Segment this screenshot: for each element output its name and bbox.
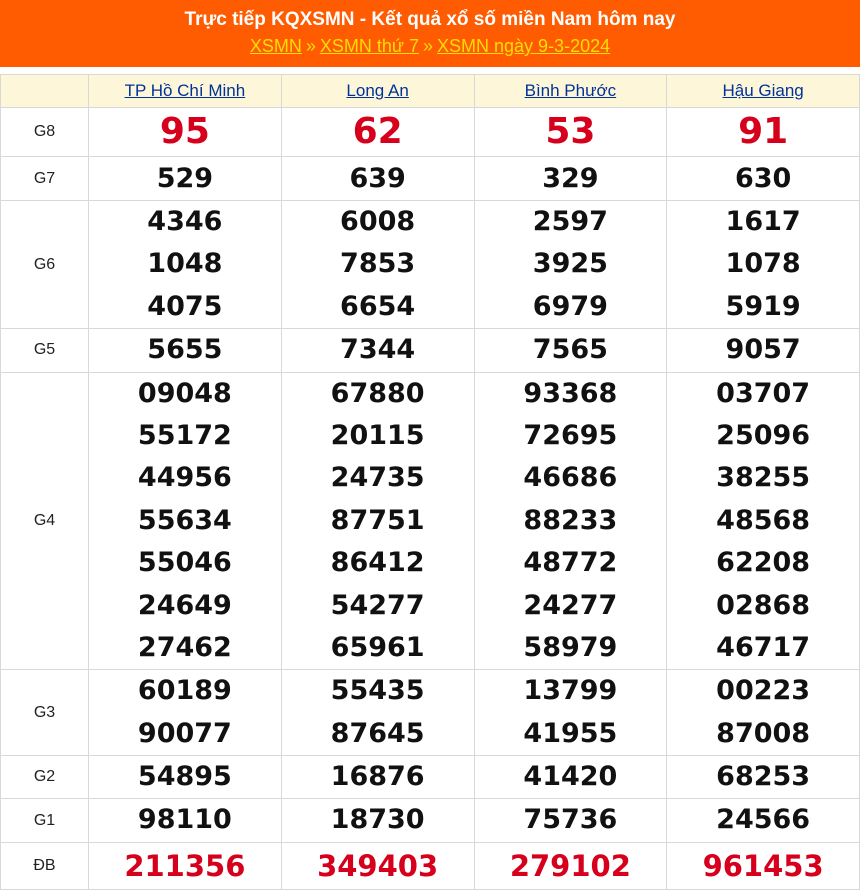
result-cell (89, 108, 282, 157)
winning-number: 88233 (523, 504, 618, 536)
winning-number: 62208 (716, 547, 811, 579)
winning-number: 24277 (523, 589, 618, 621)
winning-number: 349403 (317, 848, 439, 883)
province-header (474, 75, 667, 108)
result-cell (474, 329, 667, 372)
result-cell (667, 201, 860, 329)
winning-number: 6008 (340, 206, 416, 237)
prize-label: G4 (1, 372, 89, 670)
winning-number: 90077 (137, 717, 232, 749)
prize-row (1, 799, 860, 842)
winning-number: 20115 (330, 419, 425, 451)
result-cell (281, 756, 474, 799)
winning-number: 72695 (523, 419, 618, 451)
prize-row (1, 201, 860, 329)
winning-number: 7853 (340, 248, 416, 280)
winning-number: 91 (738, 111, 789, 152)
winning-number: 54277 (330, 589, 425, 621)
winning-number: 68253 (716, 761, 811, 793)
winning-number: 87645 (330, 717, 425, 749)
result-cell (89, 201, 282, 329)
prize-label: ĐB (1, 842, 89, 889)
result-cell (474, 157, 667, 201)
winning-number: 86412 (330, 547, 425, 579)
winning-number: 16876 (330, 761, 425, 793)
winning-number: 48772 (523, 547, 618, 579)
result-cell (281, 799, 474, 842)
winning-number: 67880 (330, 377, 425, 409)
result-cell (474, 799, 667, 842)
winning-number: 00223 (716, 675, 811, 707)
page-title: Trực tiếp KQXSMN - Kết quả xổ số miền Nam hôm nay (184, 9, 676, 30)
prize-label: G7 (1, 157, 89, 201)
result-cell (474, 756, 667, 799)
winning-number: 9057 (725, 334, 801, 366)
winning-number: 98110 (137, 804, 232, 836)
result-cell (667, 670, 860, 756)
prize-row (1, 329, 860, 372)
result-cell (89, 157, 282, 201)
province-link-binh-phuoc[interactable]: Bình Phước (524, 81, 617, 100)
winning-number: 02868 (716, 589, 811, 621)
winning-number: 1617 (725, 206, 801, 237)
winning-number: 55172 (137, 419, 232, 451)
province-link-long-an[interactable]: Long An (346, 81, 409, 100)
winning-number: 24649 (137, 589, 232, 621)
province-header (281, 75, 474, 108)
winning-number: 18730 (330, 804, 425, 836)
winning-number: 630 (734, 163, 792, 194)
winning-number: 65961 (330, 631, 425, 663)
winning-number: 211356 (124, 848, 246, 883)
winning-number: 25096 (716, 419, 811, 451)
result-cell (667, 329, 860, 372)
breadcrumb-separator: » (305, 36, 316, 56)
result-cell (281, 108, 474, 157)
prize-row (1, 670, 860, 756)
result-cell (89, 799, 282, 842)
winning-number: 41955 (523, 717, 618, 749)
winning-number: 24735 (330, 462, 425, 494)
result-cell (474, 842, 667, 889)
winning-number: 279102 (509, 848, 631, 883)
winning-number: 5655 (147, 334, 223, 366)
winning-number: 03707 (716, 377, 811, 409)
result-cell (667, 799, 860, 842)
result-cell (474, 670, 667, 756)
winning-number: 639 (349, 163, 406, 194)
winning-number: 60189 (137, 675, 232, 707)
prize-row (1, 756, 860, 799)
winning-number: 2597 (532, 206, 608, 237)
prize-label: G5 (1, 329, 89, 372)
winning-number: 4075 (147, 290, 223, 322)
province-header-row (1, 75, 860, 108)
winning-number: 1078 (725, 248, 801, 280)
result-cell (667, 372, 860, 670)
prize-row (1, 108, 860, 157)
winning-number: 87008 (716, 717, 811, 749)
winning-number: 75736 (523, 804, 618, 836)
winning-number: 961453 (702, 848, 824, 883)
result-cell (281, 670, 474, 756)
result-cell (474, 372, 667, 670)
winning-number: 93368 (523, 377, 618, 409)
prize-label: G3 (1, 670, 89, 756)
page-header (0, 0, 860, 67)
result-cell (667, 108, 860, 157)
winning-number: 55435 (330, 675, 425, 707)
winning-number: 55046 (137, 547, 232, 579)
winning-number: 55634 (137, 504, 232, 536)
winning-number: 3925 (532, 248, 608, 280)
winning-number: 46686 (523, 462, 618, 494)
result-cell (667, 842, 860, 889)
result-cell (89, 756, 282, 799)
result-cell (474, 201, 667, 329)
winning-number: 41420 (523, 761, 618, 793)
winning-number: 1048 (147, 248, 223, 280)
winning-number: 4346 (147, 206, 223, 237)
winning-number: 62 (352, 111, 403, 152)
winning-number: 7344 (340, 334, 416, 366)
province-link-hau-giang[interactable]: Hậu Giang (722, 81, 804, 100)
result-cell (89, 372, 282, 670)
result-cell (281, 842, 474, 889)
winning-number: 48568 (716, 504, 811, 536)
winning-number: 6979 (532, 290, 608, 322)
prize-label: G2 (1, 756, 89, 799)
winning-number: 5919 (725, 290, 801, 322)
winning-number: 53 (545, 111, 596, 152)
winning-number: 27462 (137, 631, 232, 663)
winning-number: 54895 (137, 761, 232, 793)
result-cell (281, 157, 474, 201)
result-cell (89, 329, 282, 372)
winning-number: 7565 (532, 334, 608, 366)
breadcrumb-link-xsmn[interactable]: XSMN (249, 36, 302, 56)
winning-number: 24566 (716, 804, 811, 836)
breadcrumb (0, 34, 860, 58)
winning-number: 329 (542, 163, 599, 194)
prize-row (1, 157, 860, 201)
winning-number: 95 (159, 111, 210, 152)
province-header (667, 75, 860, 108)
prize-label: G6 (1, 201, 89, 329)
breadcrumb-separator: » (423, 36, 434, 56)
winning-number: 38255 (716, 462, 811, 494)
winning-number: 58979 (523, 631, 618, 663)
result-cell (281, 329, 474, 372)
result-cell (667, 756, 860, 799)
province-link-tp-ho-chi-minh[interactable]: TP Hồ Chí Minh (124, 81, 246, 100)
breadcrumb-link-xsmn-ngay[interactable]: XSMN ngày 9-3-2024 (437, 36, 611, 56)
result-cell (281, 201, 474, 329)
winning-number: 529 (156, 163, 214, 194)
result-cell (89, 670, 282, 756)
province-header (89, 75, 282, 108)
corner-cell (1, 75, 89, 108)
winning-number: 09048 (137, 377, 232, 409)
winning-number: 13799 (523, 675, 618, 707)
winning-number: 6654 (340, 290, 416, 322)
result-cell (667, 157, 860, 201)
results-table (0, 74, 860, 890)
winning-number: 87751 (330, 504, 425, 536)
result-cell (89, 842, 282, 889)
prize-row (1, 842, 860, 889)
prize-label: G8 (1, 108, 89, 157)
prize-label: G1 (1, 799, 89, 842)
result-cell (474, 108, 667, 157)
winning-number: 46717 (716, 631, 811, 663)
result-cell (281, 372, 474, 670)
prize-row (1, 372, 860, 670)
winning-number: 44956 (137, 462, 232, 494)
breadcrumb-link-xsmn-thu-7[interactable]: XSMN thứ 7 (319, 36, 419, 56)
